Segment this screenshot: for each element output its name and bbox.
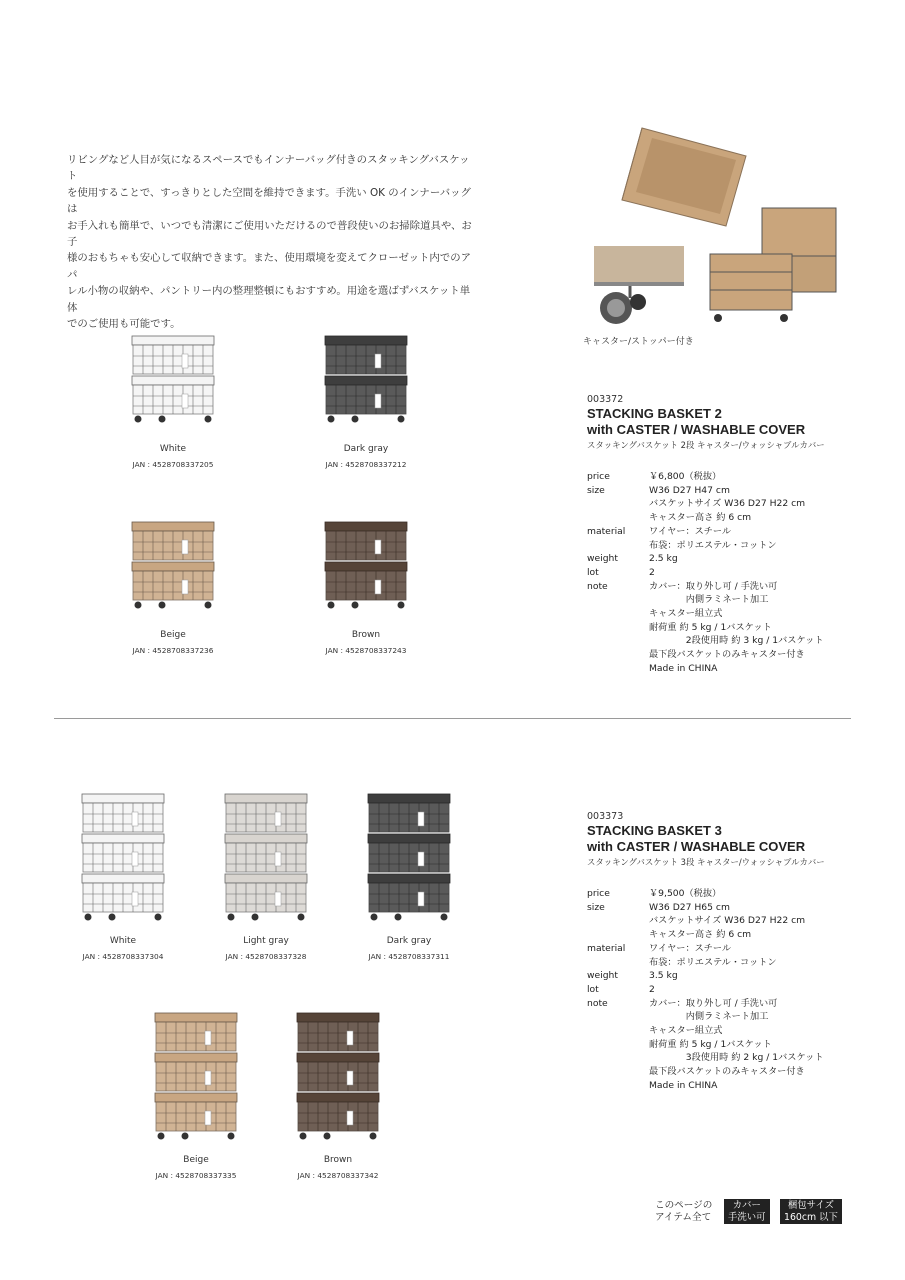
variant-jan: JAN : 4528708337328 [225,952,307,961]
variant-item [311,334,421,469]
caster-wheel [398,416,405,423]
basket-tier [155,1093,237,1131]
basket-image [364,792,454,926]
footer-label: このページの アイテム全て [655,1200,713,1223]
caster-wheel [441,914,448,921]
product-subtitle-jp: スタッキングバスケット 3段 キャスター/ウォッシャブルカバー [587,857,825,867]
product-title-line2: with CASTER / WASHABLE COVER [587,422,806,437]
variant-jan: JAN : 4528708337205 [132,460,214,469]
variant-jan: JAN : 4528708337311 [368,952,450,961]
variant-jan: JAN : 4528708337236 [132,646,214,655]
spec-row-lot: lot 2 [587,566,655,578]
basket-image [293,1011,383,1145]
stacked-baskets-illustration [710,208,836,322]
basket-tier [132,376,214,414]
spec-row-price: price ￥9,500（税抜） [587,888,722,899]
caster-wheel [85,914,92,921]
variant-jan: JAN : 4528708337335 [155,1171,237,1180]
spec-row-material: material ワイヤー：スチール 布袋：ポリエステル・コットン [587,525,777,551]
spec-table [587,887,887,1093]
caster-wheel [324,1133,331,1140]
variant-name: Beige [183,1155,209,1165]
caster-wheel [159,602,166,609]
basket-tier [132,522,214,560]
caster-wheel [252,914,259,921]
basket-tier [155,1053,237,1091]
basket-image [78,792,168,926]
spec-row-note: note カバー：取り外し可 / 手洗い可 内側ラミネート加工 キャスター組立式 耐荷重 約 5 kg / 1バスケット 3段使用時 約 2 kg / 1バスケット 最下段バスケットのみキャスター付き Made in CHINA [587,997,824,1091]
variant-item [311,520,421,655]
product-photo [586,122,840,332]
caster-wheel [158,1133,165,1140]
variant-name: Brown [323,1155,353,1165]
basket-tier [82,874,164,912]
badge-washable-cover: カバー 手洗い可 [724,1199,770,1224]
spec-row-price: price ￥6,800（税抜） [587,471,722,482]
photo-caption: キャスター/ストッパー付き [583,337,694,347]
basket-tier [325,522,407,560]
variant-item [354,792,464,961]
basket-tier [325,562,407,600]
variant-name: Brown [351,630,381,640]
caster-wheel [205,602,212,609]
basket-tier [368,794,450,832]
variant-name: Light gray [243,936,289,946]
caster-wheel [228,914,235,921]
basket-tier [368,874,450,912]
variant-item [141,1011,251,1180]
intro-text: リビングなど人目が気になるスペースでもインナーバッグ付きのスタッキングバスケット を使用することで、すっきりとした空間を維持できます。手洗い OK のインナーバッグは お手入れも簡単で、いつでも清潔にご使用いただけるので普段使いのお掃除道具や、お子 様のおもちゃも安心して収納できます。また、使用環境を変えてクローゼット内でのアパ レル小物の収納や、パントリー内の整理整頓にもおすすめ。用途を選ばずバスケット単体 でのご使用も可能です。 [67,154,472,331]
basket-tier [297,1053,379,1091]
spec-row-lot: lot 2 [587,983,655,995]
spec-row-weight: weight 3.5 kg [587,970,678,982]
spec-row-size: size W36 D27 H47 cm バスケットサイズ W36 D27 H22 cm キャスター高さ 約 6 cm [587,484,806,524]
basket-tier [325,376,407,414]
caster-wheel [135,602,142,609]
caster-wheel [328,602,335,609]
caster-wheel [395,914,402,921]
basket-tier [225,874,307,912]
caster-wheel [159,416,166,423]
spec-row-note: note カバー：取り外し可 / 手洗い可 内側ラミネート加工 キャスター組立式 耐荷重 約 5 kg / 1バスケット 2段使用時 約 3 kg / 1バスケット 最下段バスケットのみキャスター付き Made in CHINA [587,580,824,674]
caster-wheel [371,914,378,921]
caster-wheel [205,416,212,423]
basket-image [221,792,311,926]
basket-image [128,520,218,620]
basket-tier [297,1093,379,1131]
variant-name: Dark gray [386,936,432,946]
spec-row-size: size W36 D27 H65 cm バスケットサイズ W36 D27 H22 cm キャスター高さ 約 6 cm [587,901,806,941]
product-title-line2: with CASTER / WASHABLE COVER [587,839,806,854]
caster-wheel [352,416,359,423]
basket-tier [225,794,307,832]
basket-image [321,334,411,434]
caster-wheel [228,1133,235,1140]
basket-tier [82,834,164,872]
product-title-line1: STACKING BASKET 2 [587,406,722,421]
basket-image [151,1011,241,1145]
product-code: 003373 [587,811,624,822]
spec-table [587,470,887,676]
caster-wheel [298,914,305,921]
variant-jan: JAN : 4528708337243 [325,646,407,655]
caster-wheel [109,914,116,921]
caster-closeup-illustration [594,246,684,324]
variant-item [118,520,228,655]
caster-wheel [155,914,162,921]
variant-jan: JAN : 4528708337342 [297,1171,379,1180]
basket-tier [132,562,214,600]
variant-name: White [109,936,137,946]
spec-row-material: material ワイヤー：スチール 布袋：ポリエステル・コットン [587,942,777,968]
product-title-line1: STACKING BASKET 3 [587,823,722,838]
basket-tier [82,794,164,832]
variant-item [68,792,178,961]
product-subtitle-jp: スタッキングバスケット 2段 キャスター/ウォッシャブルカバー [587,440,825,450]
basket-tier [155,1013,237,1051]
spec-row-weight: weight 2.5 kg [587,553,678,565]
basket-tier [368,834,450,872]
product-info-003372 [587,394,887,676]
caster-wheel [352,602,359,609]
product-code: 003372 [587,394,624,405]
caster-wheel [135,416,142,423]
basket-tier [297,1013,379,1051]
variant-jan: JAN : 4528708337304 [82,952,164,961]
variant-item [211,792,321,961]
caster-wheel [370,1133,377,1140]
variant-name: Beige [160,630,186,640]
variant-jan: JAN : 4528708337212 [325,460,407,469]
basket-tier [132,336,214,374]
badge-package-size: 梱包サイズ 160cm 以下 [780,1199,842,1224]
basket-image [321,520,411,620]
basket-tier [325,336,407,374]
variant-name: Dark gray [343,444,389,454]
basket-tier [225,834,307,872]
section-divider [54,718,851,719]
inner-bag-illustration [622,128,746,226]
caster-wheel [328,416,335,423]
basket-image [128,334,218,434]
variant-item [118,334,228,469]
caster-wheel [300,1133,307,1140]
caster-wheel [182,1133,189,1140]
variant-item [283,1011,393,1180]
variant-name: White [159,444,187,454]
product-info-003373 [587,811,887,1093]
caster-wheel [398,602,405,609]
